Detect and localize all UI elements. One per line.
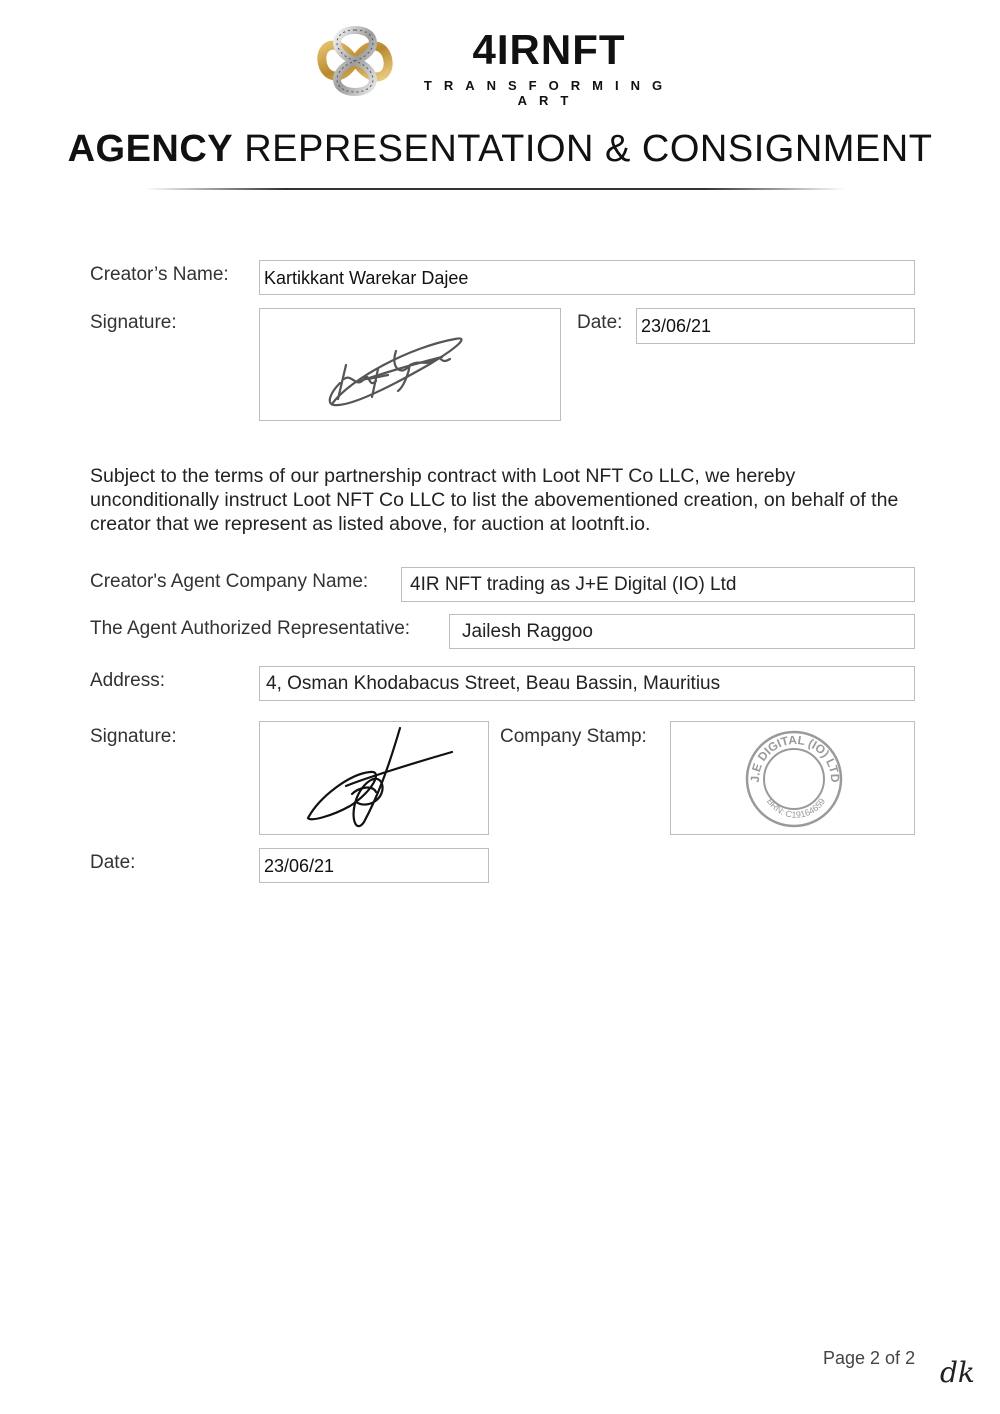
title-bold: AGENCY	[67, 128, 234, 170]
agent-company-value: 4IR NFT trading as J+E Digital (IO) Ltd	[410, 574, 737, 595]
agent-date-label: Date:	[90, 852, 136, 873]
agent-company-field[interactable]	[401, 567, 915, 602]
creator-signature-icon	[260, 309, 560, 420]
title-divider	[145, 188, 845, 190]
stamp-text-top: J.E DIGITAL (IO) LTD	[747, 732, 843, 783]
agent-signature-label: Signature:	[90, 726, 177, 747]
stamp-text-bottom: BRN: C19164659	[764, 796, 828, 820]
brand-name: 4IRNFT	[472, 26, 626, 73]
creator-date-value: 23/06/21	[641, 316, 712, 336]
creator-name-field[interactable]	[259, 260, 915, 295]
statement-paragraph: Subject to the terms of our partnership contract with Loot NFT Co LLC, we hereby unconditionally instruct Loot NFT Co LLC to list the abovementioned creation, on behalf of the creator that we represent as listed above, for auction at lootnft.io.	[90, 465, 899, 535]
agent-address-label: Address:	[90, 670, 165, 691]
agent-company-label: Creator's Agent Company Name:	[90, 571, 369, 592]
page-number: Page 2 of 2	[823, 1348, 916, 1368]
creator-signature-box[interactable]	[259, 308, 561, 421]
agent-date-value: 23/06/21	[264, 856, 335, 876]
creator-name-label: Creator’s Name:	[90, 264, 229, 285]
brand-logo-icon	[316, 22, 394, 100]
svg-text:J.E DIGITAL (IO) LTD	[748, 733, 842, 783]
agent-address-field[interactable]	[259, 666, 915, 701]
company-stamp-icon	[671, 722, 914, 834]
creator-date-field[interactable]	[636, 308, 915, 344]
agent-rep-value: Jailesh Raggoo	[462, 621, 593, 642]
creator-signature-label: Signature:	[90, 312, 177, 333]
title-rest: REPRESENTATION & CONSIGNMENT	[233, 128, 933, 170]
brand-block	[404, 28, 694, 108]
initials: dk	[940, 1356, 975, 1389]
creator-name-value: Kartikkant Warekar Dajee	[264, 268, 469, 288]
page-title	[0, 128, 1000, 171]
company-stamp-label: Company Stamp:	[500, 726, 647, 747]
creator-date-label: Date:	[577, 312, 623, 333]
brand-tagline: TRANSFORMING ART	[423, 78, 675, 108]
company-stamp-box[interactable]	[670, 721, 915, 835]
agent-rep-field[interactable]	[449, 614, 915, 649]
agent-address-value: 4, Osman Khodabacus Street, Beau Bassin, Mauritius	[266, 673, 721, 694]
agent-signature-box[interactable]	[259, 721, 489, 835]
agent-signature-icon	[260, 722, 488, 834]
agent-date-field[interactable]	[259, 848, 489, 883]
agent-rep-label: The Agent Authorized Representative:	[90, 618, 411, 639]
